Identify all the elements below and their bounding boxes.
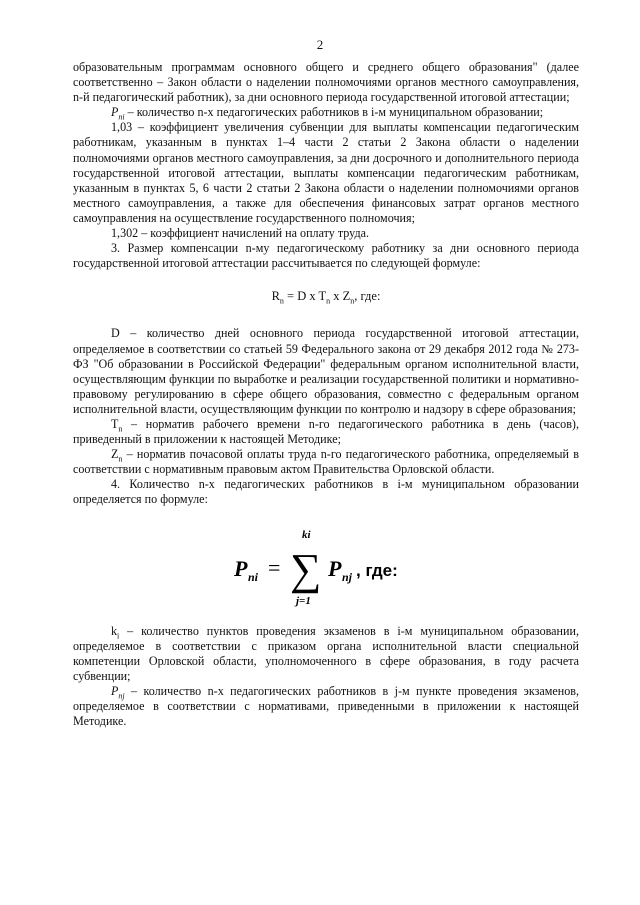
sum-formula-graphic — [226, 518, 426, 614]
paragraph: 3. Размер компенсации n-му педагогическому работнику за дни основного периода государственной итоговой аттестации рассчитывается по следующей формуле: — [73, 241, 579, 271]
sum-upper-limit: ki — [302, 528, 311, 541]
formula-lhs-subscript: ni — [248, 569, 259, 584]
paragraph-text: – количество пунктов проведения экзаменов в i-м муниципальном образовании, определяемое в соответствии с приказом органа исполнительной власти специальной компетенции Орловской области, уполномоченного в сфере образования, в году расчета субвенции; — [73, 623, 579, 683]
paragraph-text: – норматив почасовой оплаты труда n-го педагогического работника, определяемый в соответствии с нормативным правовым актом Правительства Орловской области. — [73, 447, 579, 477]
variable: P — [111, 683, 119, 698]
paragraph-text: – количество n-х педагогических работников в j-м пункте проведения экзаменов, определяемое в соответствии с нормативами, приведенными в приложении к настоящей Методике. — [73, 683, 579, 729]
formula-compensation: $R_n = D$ x $T_n$ x $Z_n$, где: — [271, 289, 381, 306]
variable: T — [111, 416, 119, 431]
paragraph: 1,03 – коэффициент увеличения субвенции для выплаты компенсации педагогическим работникам, указанным в пунктах 1–4 части 2 статьи 2 Закона области о наделении полномочиями органов местного самоуправления, за дни досрочного и дополнительного периода государственной итоговой аттестации, выплаты компенсации педагогическим работникам, указанным в пунктах 5, 6 части 2 статьи 2 Закона области о наделении полномочиями органов местного самоуправления, а также для обеспечения финансовых затрат органов местного самоуправления на осуществление государственного полномочия; — [73, 120, 579, 225]
variable-subscript: n — [118, 424, 123, 434]
paragraph-text: – норматив рабочего времени n-го педагогического работника в день (часов), приведенный в приложении к настоящей Методике; — [73, 416, 579, 447]
sum-lower-limit: j=1 — [296, 594, 311, 607]
variable-subscript: n — [118, 454, 123, 464]
formula-equals: = — [268, 554, 281, 580]
formula-term-subscript: nj — [342, 569, 353, 584]
variable-subscript: ni — [118, 112, 125, 122]
paragraph: 1,302 – коэффициент начислений на оплату труда. — [111, 226, 369, 241]
formula-term: P — [328, 555, 342, 581]
paragraph: образовательным программам основного общего и среднего общего образования" (далее соответственно – Закон области о наделении полномочиями органов местного самоуправления, n-й педагогический работник), за дни основного периода государственной итоговой аттестации; — [73, 60, 579, 105]
variable-subscript: i — [117, 630, 120, 640]
paragraph — [73, 105, 579, 120]
variable: P — [111, 105, 119, 120]
variable-subscript: nj — [118, 691, 125, 701]
formula-tail: , где: — [356, 560, 398, 580]
paragraph — [73, 447, 579, 477]
paragraph: 4. Количество n-х педагогических работников в i-м муниципальном образовании определяется по формуле: — [73, 477, 579, 507]
paragraph — [73, 624, 579, 684]
formula-sum — [73, 518, 579, 614]
formula-lhs: P — [234, 555, 248, 581]
variable: k — [111, 623, 118, 638]
paragraph: D – количество дней основного периода государственной итоговой аттестации, определяемое в соответствии со статьей 59 Федерального закона от 29 декабря 2012 года № 273-ФЗ "Об образовании в Российской Федерации" федеральным органом исполнительной власти, осуществляющим функции по выработке и реализации государственной политики и нормативно-правовому регулированию в сфере общего образования, совместно с федеральным органом исполнительной власти, осуществляющим функции по контролю и надзору в сфере образования; — [73, 326, 579, 416]
paragraph — [73, 417, 579, 447]
paragraph-text: – количество n-х педагогических работников в i-м муниципальном образовании; — [124, 105, 544, 120]
paragraph — [73, 684, 579, 729]
sum-sign-icon: ∑ — [290, 544, 322, 594]
page-number: 2 — [316, 37, 324, 52]
document-body — [73, 60, 579, 729]
variable: Z — [111, 447, 119, 462]
